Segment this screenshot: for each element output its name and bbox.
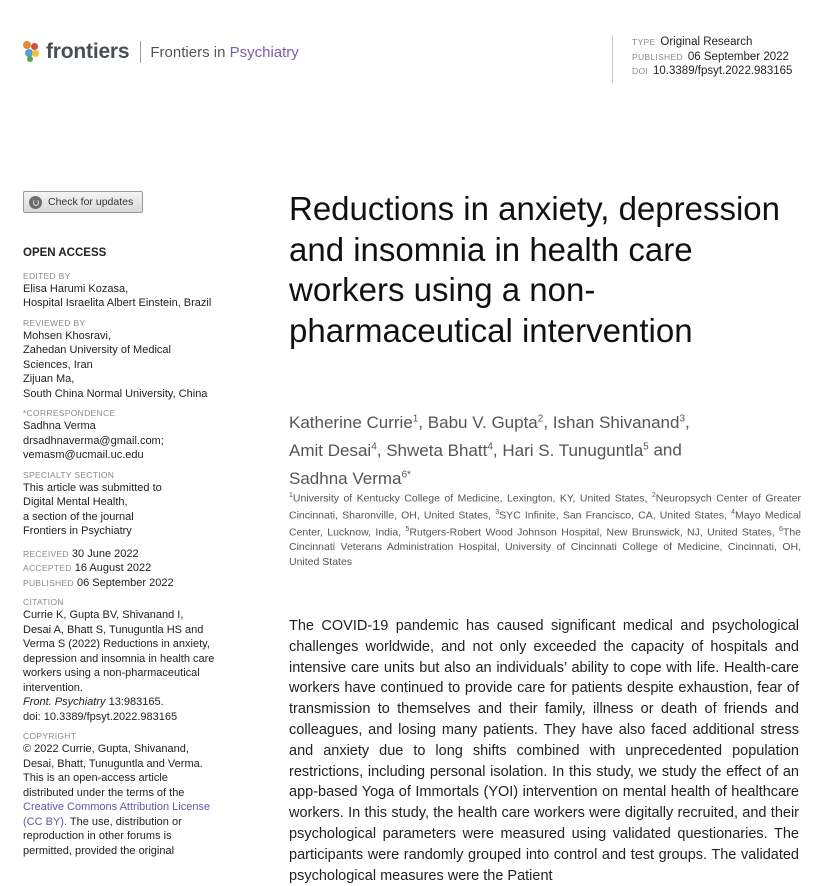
copyright-line: distributed under the terms of the xyxy=(23,786,185,799)
copyright-line: © 2022 Currie, Gupta, Shivanand, xyxy=(23,743,189,755)
citation-label: CITATION xyxy=(23,597,64,607)
editor-name: Elisa Harumi Kozasa, xyxy=(23,282,129,295)
citation-line: Verma S (2022) Reductions in anxiety, xyxy=(23,638,210,650)
reviewer-line: Mohsen Khosravi, xyxy=(23,329,112,342)
edited-by-label: EDITED BY xyxy=(23,270,71,281)
citation-line: Desai A, Bhatt S, Tunuguntla HS and xyxy=(23,623,204,636)
check-for-updates-label: Check for updates xyxy=(48,196,134,208)
affiliations: $^1$University of Kentucky College of Medicine, Lexington, KY, United States, $^2$Neuropsych Center of Greater Cincinnati, Sharonville, OH, United States, $^3$SYC Infinite, San Francisco, CA, United States, $^4$Mayo Medical Center, Lucknow, India, $^5$Rutgers-Robert Wood Johnson Hospital, New Brunswick, NJ, United States, $^6$The Cincinnati Veterans Administration Hospital, University of Cincinnati College of Medicine, Cincinnati, OH, United States xyxy=(289,492,801,568)
open-access-label: OPEN ACCESS xyxy=(23,247,107,259)
meta-type: TYPE Original Research xyxy=(632,36,753,48)
specialty-line: Digital Mental Health, xyxy=(23,496,128,508)
accepted-date: ACCEPTED 16 August 2022 xyxy=(23,562,152,574)
author[interactable]: Ishan Shivanand$^3$ xyxy=(552,412,685,432)
reviewed-by-label: REVIEWED BY xyxy=(23,317,86,328)
copyright-line: (CC BY). The use, distribution or xyxy=(23,815,182,828)
specialty-line: a section of the journal xyxy=(23,510,134,523)
editor-affiliation: Hospital Israelita Albert Einstein, Brazil xyxy=(23,297,212,309)
copyright-line: permitted, provided the original xyxy=(23,844,175,857)
frontiers-logo-icon xyxy=(23,41,41,63)
cc-by-link[interactable]: (CC BY). xyxy=(23,815,67,828)
specialty-section-label: SPECIALTY SECTION xyxy=(23,469,115,480)
refresh-icon xyxy=(29,196,42,209)
citation-line: workers using a non-pharmaceutical xyxy=(23,667,200,679)
copyright-label: COPYRIGHT xyxy=(23,731,77,741)
reviewer-line: Sciences, Iran xyxy=(23,358,93,371)
author[interactable]: Babu V. Gupta$^2$ xyxy=(427,412,544,432)
correspondence-email[interactable]: drsadhnaverma@gmail.com; xyxy=(23,434,164,447)
author-list: Katherine Currie$^1$, Babu V. Gupta$^2$, Ishan Shivanand$^3$, Amit Desai$^4$, Shweta Bhatt$^4$, Hari S. Tunuguntla$^5$ and Sadhna Verma$^{6*}$ xyxy=(289,412,690,488)
specialty-line: Frontiers in Psychiatry xyxy=(23,525,132,537)
author[interactable]: Katherine Currie$^1$ xyxy=(289,412,419,432)
correspondence-label: *CORRESPONDENCE xyxy=(23,408,116,418)
frontiers-logo[interactable] xyxy=(23,40,299,64)
citation-line: depression and insomnia in health care xyxy=(23,652,215,665)
article-sidebar xyxy=(23,246,233,858)
citation-journal: Front. Psychiatry 13:983165. xyxy=(23,696,164,708)
copyright-line: Desai, Bhatt, Tunuguntla and Verma. xyxy=(23,757,203,770)
copyright-line: reproduction in other forums is xyxy=(23,830,172,842)
meta-published: PUBLISHED 06 September 2022 xyxy=(632,50,789,63)
brand-name: frontiers xyxy=(46,40,130,63)
citation-line: intervention. xyxy=(23,681,83,694)
correspondence-name: Sadhna Verma xyxy=(23,420,96,432)
check-for-updates-button[interactable] xyxy=(23,191,143,213)
meta-doi: DOI 10.3389/fpsyt.2022.983165 xyxy=(632,65,793,77)
copyright-line: This is an open-access article xyxy=(23,772,168,784)
published-date: PUBLISHED 06 September 2022 xyxy=(23,576,174,589)
author[interactable]: Amit Desai$^4$ xyxy=(289,440,377,460)
citation-line: Currie K, Gupta BV, Shivanand I, xyxy=(23,609,184,621)
article-title: Reductions in anxiety, depression and insomnia in health care workers using a non-pharmaceutical intervention xyxy=(289,190,781,349)
reviewer-line: South China Normal University, China xyxy=(23,387,208,400)
reviewer-line: Zahedan University of Medical xyxy=(23,344,171,356)
correspondence-email[interactable]: vemasm@ucmail.uc.edu xyxy=(23,449,144,461)
logo-divider xyxy=(140,41,141,63)
journal-name: Frontiers in Psychiatry xyxy=(150,43,299,61)
article-meta xyxy=(612,35,792,83)
citation-doi: doi: 10.3389/fpsyt.2022.983165 xyxy=(23,710,178,723)
author[interactable]: Hari S. Tunuguntla$^5$ xyxy=(502,440,649,460)
received-date: RECEIVED 30 June 2022 xyxy=(23,547,139,560)
author[interactable]: Sadhna Verma$^{6*}$ xyxy=(289,468,411,488)
cc-license-link[interactable]: Creative Commons Attribution License xyxy=(23,801,211,813)
reviewer-line: Zijuan Ma, xyxy=(23,373,75,385)
abstract-text: The COVID-19 pandemic has caused significant medical and psychological challenges worldwide, and not only exceeded the capacity of hospitals and intensive care units but also an individuals’ ability to cope with life. Health-care workers have continued to provide care for patients despite exhaustion, fear of transmission to themselves and their family, illness or death of friends and colleagues, and losing many patients. They have also faced additional stress and anxiety due to long shifts combined with unprecedented population restrictions, including personal isolation. In this study, we study the effect of an app-based Yoga of Immortals (YOI) intervention on mental health of healthcare workers. In this study, the health care workers were digitally recruited, and their psychological parameters were measured using validated questionaries. The participants were randomly grouped into control and test groups. The validated psychological measures were the Patient xyxy=(289,618,799,884)
author[interactable]: Shweta Bhatt$^4$ xyxy=(386,440,493,460)
specialty-line: This article was submitted to xyxy=(23,481,162,494)
